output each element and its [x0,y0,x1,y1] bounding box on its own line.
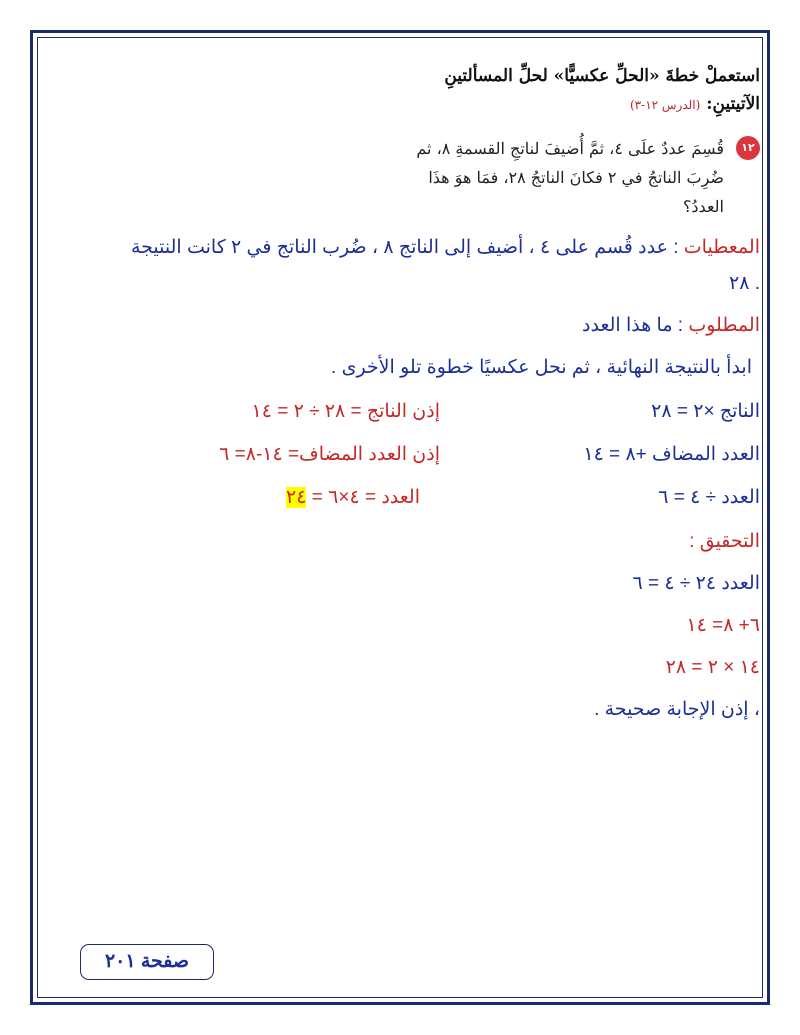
final-answer-highlight: ٢٤ [286,487,307,508]
step-3-result [286,486,420,509]
step-3-result-prefix: العدد = ٤×٦ = [306,487,420,508]
givens-line-2: . ٢٨ [729,273,760,294]
step-2-equation: العدد المضاف +٨ = ١٤ [583,444,760,465]
page-number-label: صفحة ٢٠١ [104,951,190,972]
step-3-equation: العدد ÷ ٤ = ٦ [658,487,760,508]
givens-text-1: : عدد قُسم على ٤ ، أضيف إلى الناتج ٨ ، ضُرب الناتج في ٢ كانت النتيجة [130,237,679,258]
check-line-3: ١٤ × ٢ = ٢٨ [665,657,760,678]
instruction-line-1: استعملْ خطةَ «الحلِّ عكسيًّا» لحلِّ المسألتينِ [444,66,760,86]
page-content [50,0,760,1035]
question-line-3: العددُ؟ [682,197,724,216]
check-line-1: العدد ٢٤ ÷ ٤ = ٦ [632,573,760,594]
required-label: المطلوب [688,315,760,336]
givens-label: المعطيات [683,237,760,258]
lesson-reference: (الدرس ١٢-٣) [629,98,701,112]
strategy-line: ابدأ بالنتيجة النهائية ، ثم نحل عكسيًا خطوة تلو الأخرى . [331,357,752,378]
step-1-equation: الناتج ×٢ = ٢٨ [651,401,760,422]
required-line [582,314,760,337]
question-line-2: ضُرِبَ الناتجُ في ٢ فكانَ الناتجُ ٢٨، فمَا هوَ هذَا [428,168,724,187]
instruction-line-2-text: الآتيتينِ: [706,94,760,114]
givens-line-1 [131,236,760,259]
conclusion-line: ، إذن الإجابة صحيحة . [594,699,760,720]
required-text: : ما هذا العدد [582,315,684,336]
step-1-result: إذن الناتج = ٢٨ ÷ ٢ = ١٤ [251,401,440,422]
step-2-result: إذن العدد المضاف= ١٤-٨= ٦ [219,444,440,465]
check-label: التحقيق : [689,531,760,552]
question-line-1: قُسِمَ عددٌ علَى ٤، ثمَّ أُضيفَ لناتجِ القسمةِ ٨، ثم [416,139,724,158]
question-number-badge: ١٢ [736,136,760,160]
check-line-2: ٦+ ٨= ١٤ [686,615,760,636]
instruction-line-2 [630,94,760,114]
